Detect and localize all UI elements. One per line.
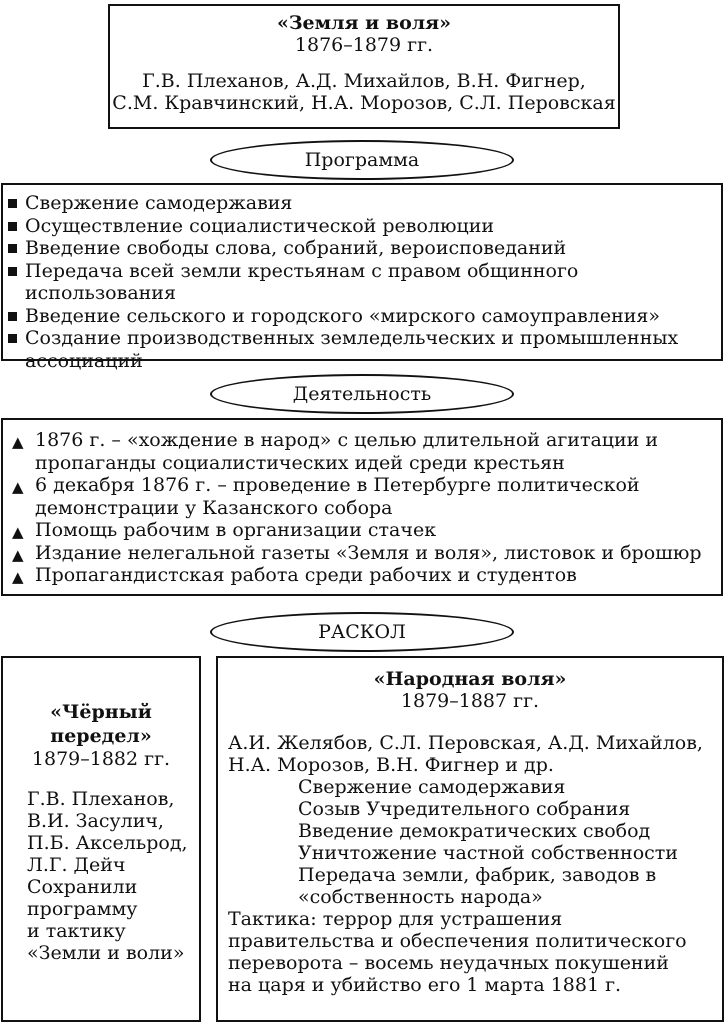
activity-item: ▲ Помощь рабочим в организации стачек [35,519,715,542]
org-years: 1876–1879 гг. [294,34,434,56]
activity-list [12,429,715,587]
peoples-will-tactics-line: на царя и убийство его 1 марта 1881 г. [228,974,622,996]
zemlya-i-volya-header [108,4,620,129]
triangle-bullet-icon: ▲ [12,478,24,496]
members-line-2: С.М. Кравчинский, Н.А. Морозов, С.Л. Перовская [112,92,616,114]
triangle-bullet-icon: ▲ [12,523,24,541]
peoples-will-program [218,776,722,908]
square-bullet-icon [8,334,17,343]
activity-item: ▲ 6 декабря 1876 г. – проведение в Петербурге политической демонстрации у Казанского собора [12,474,640,519]
activity-box [1,418,723,596]
square-bullet-icon [8,312,17,321]
peoples-will-members-line-1: А.И. Желябов, С.Л. Перовская, А.Д. Михайлов, [228,732,703,754]
peoples-will-tactics-line: правительства и обеспечения политического [228,930,687,952]
black-repartition-line: программу [27,898,138,920]
black-repartition-lines [3,788,199,964]
triangle-bullet-icon: ▲ [12,568,24,586]
peoples-will-tactics-line: Тактика: террор для устрашения [228,908,563,930]
program-box [1,183,723,372]
program-list [25,192,715,372]
triangle-bullet-icon: ▲ [12,433,24,451]
peoples-will-box [216,656,724,1022]
activity-label: Деятельность [292,383,432,405]
split-label: РАСКОЛ [318,621,406,643]
program-item: Передача всей земли крестьянам с правом общинного использования [25,260,715,305]
peoples-will-program-item: Передача земли, фабрик, заводов в [298,864,657,886]
activity-oval [210,374,514,414]
square-bullet-icon [8,267,17,276]
peoples-will-program-item: Введение демократических свобод [298,820,651,842]
peoples-will-program-item: Созыв Учредительного собрания [298,798,631,820]
peoples-will-members-line-2: Н.А. Морозов, В.Н. Фигнер и др. [228,754,554,776]
peoples-will-tactics-line: переворота – восемь неудачных покушений [228,952,669,974]
program-item: Свержение самодержавия [25,192,715,215]
triangle-bullet-icon: ▲ [12,545,24,564]
peoples-will-program-item: Свержение самодержавия [298,776,566,798]
square-bullet-icon [8,244,17,253]
black-repartition-line: «Земли и воли» [27,942,185,964]
black-repartition-line: Сохранили [27,876,138,898]
black-repartition-line: В.И. Засулич, [27,810,164,832]
black-repartition-title-2: передел» [50,725,152,747]
program-item: Создание производственных земледельческих и промышленных ассоциаций [25,327,715,372]
square-bullet-icon [8,199,17,208]
black-repartition-line: Г.В. Плеханов, [27,788,175,810]
program-label: Программа [304,149,420,171]
peoples-will-program-item: Уничтожение частной собственности [298,842,678,864]
peoples-will-tactics [218,908,722,996]
program-item: Осуществление социалистической революции [25,215,715,238]
square-bullet-icon [8,222,17,231]
program-item: Введение свободы слова, собраний, вероисповеданий [25,237,715,260]
black-repartition-box [1,656,201,1022]
black-repartition-years: 1879–1882 гг. [31,748,171,770]
program-item: Введение сельского и городского «мирского самоуправления» [25,305,715,328]
activity-item: ▲ Пропагандистская работа среди рабочих и студентов [35,564,715,587]
black-repartition-title-1: «Чёрный [50,701,152,723]
activity-item: ▲ 1876 г. – «хождение в народ» с целью длительной агитации и пропаганды социалистических идей среди крестьян [12,429,659,474]
peoples-will-years: 1879–1887 гг. [400,690,540,712]
black-repartition-line: П.Б. Аксельрод, [27,832,188,854]
peoples-will-members [218,732,722,776]
peoples-will-title: «Народная воля» [373,668,567,690]
org-title: «Земля и воля» [276,12,452,34]
members-line-1: Г.В. Плеханов, А.Д. Михайлов, В.Н. Фигнер, [142,70,586,92]
black-repartition-line: и тактику [27,920,126,942]
black-repartition-line: Л.Г. Дейч [27,854,126,876]
split-oval [210,612,514,652]
activity-item: ▲ Издание нелегальной газеты «Земля и воля», листовок и брошюр [35,542,715,565]
peoples-will-program-item: «собственность народа» [298,886,543,908]
program-oval [210,140,514,180]
